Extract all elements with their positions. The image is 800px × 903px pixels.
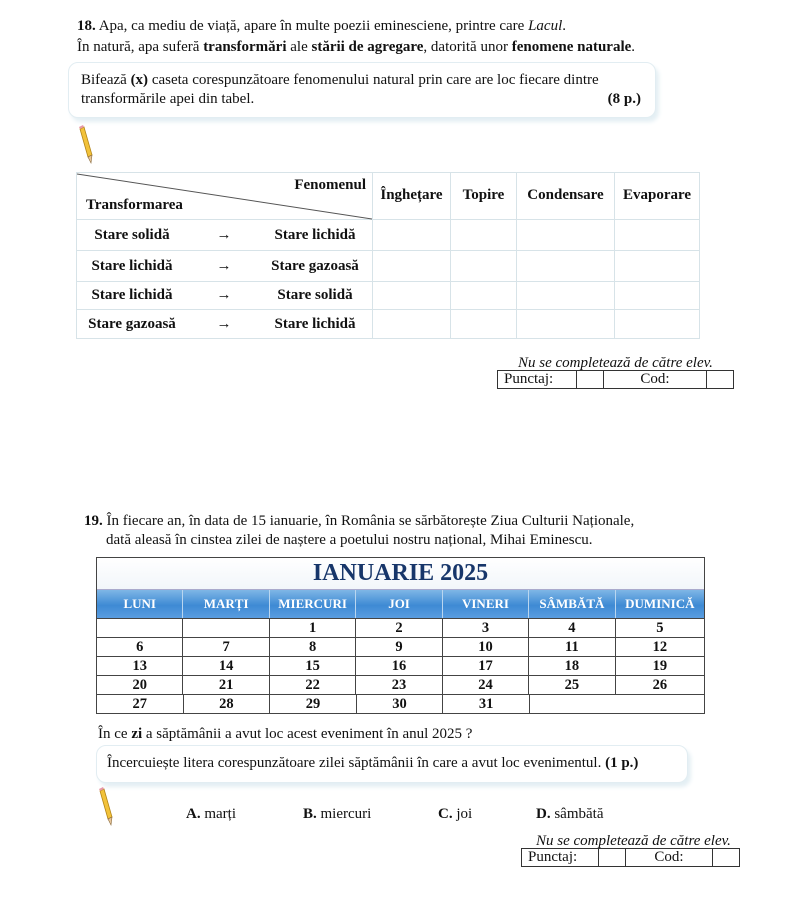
option-c[interactable] <box>438 804 472 824</box>
code-label: Cod: <box>626 849 713 867</box>
checkbox-cell-condensation[interactable] <box>517 251 615 282</box>
transformation-cell <box>77 251 373 282</box>
checkbox-cell-evaporation[interactable] <box>615 282 700 310</box>
corner-transformation-label: Transformarea <box>86 197 183 213</box>
option-text: sâmbătă <box>554 806 604 822</box>
transformation-cell <box>77 282 373 310</box>
score-label: Punctaj: <box>498 371 577 389</box>
calendar-day: 14 <box>183 657 269 675</box>
calendar-day: 19 <box>652 658 668 674</box>
q19-instruction-box <box>96 745 688 783</box>
option-letter: C. <box>438 806 453 822</box>
calendar-day: 18 <box>529 657 615 675</box>
col-header-evaporation: Evaporare <box>615 173 700 220</box>
corner-phenomenon-label: Fenomenul <box>294 177 366 193</box>
row-to: Stare lichidă <box>274 226 356 243</box>
q18-score-box <box>497 370 734 389</box>
calendar-day-empty <box>530 695 704 713</box>
checkbox-cell-evaporation[interactable] <box>615 220 700 251</box>
weekday-monday: LUNI <box>97 590 183 618</box>
row-from: Stare solidă <box>94 226 170 243</box>
calendar-day <box>97 619 183 637</box>
row-from: Stare gazoasă <box>88 315 176 332</box>
q18-line1-end: . <box>562 18 566 34</box>
q18-instr-c: caseta corespunzătoare fenomenului natural prin care are loc fiecare dintre <box>148 72 599 88</box>
calendar-day: 30 <box>357 695 444 713</box>
q19-number: 19. <box>84 513 103 529</box>
q18-instruction-line1 <box>81 70 599 90</box>
q19-intro-line1 <box>84 511 634 531</box>
calendar-day: 4 <box>529 619 615 637</box>
checkbox-cell-freezing[interactable] <box>373 310 451 339</box>
calendar-day: 24 <box>443 676 529 694</box>
pencil-icon <box>78 125 94 165</box>
weekday-wednesday: MIERCURI <box>270 590 356 618</box>
checkbox-cell-melting[interactable] <box>451 310 517 339</box>
checkbox-cell-evaporation[interactable] <box>615 310 700 339</box>
checkbox-cell-melting[interactable] <box>451 282 517 310</box>
q18-instruction-box <box>68 62 656 118</box>
checkbox-cell-melting[interactable] <box>451 251 517 282</box>
score-label: Punctaj: <box>522 849 599 867</box>
calendar-day: 8 <box>270 638 356 656</box>
q18-instr-a: Bifează <box>81 72 131 88</box>
calendar-day: 27 <box>97 695 184 713</box>
row-to: Stare lichidă <box>274 315 356 332</box>
arrow-icon: → <box>216 315 232 332</box>
calendar-day: 21 <box>183 676 269 694</box>
calendar-day: 28 <box>184 695 271 713</box>
calendar-day: 1 <box>270 619 356 637</box>
checkbox-cell-condensation[interactable] <box>517 310 615 339</box>
calendar-day: 23 <box>356 676 442 694</box>
calendar-day: 7 <box>183 638 269 656</box>
q19-score-box <box>521 848 740 867</box>
row-from: Stare lichidă <box>91 257 173 274</box>
option-letter: D. <box>536 806 551 822</box>
q18-line1-text: Apa, ca mediu de viață, apare în multe poezii eminesciene, printre care <box>98 18 529 34</box>
calendar-day: 15 <box>270 657 356 675</box>
calendar-week <box>97 675 704 694</box>
calendar-day: 6 <box>97 638 183 656</box>
q18-table-corner <box>77 173 373 220</box>
q18-intro-line2 <box>77 37 635 57</box>
option-d[interactable] <box>536 804 604 824</box>
code-label: Cod: <box>604 371 707 389</box>
q19-q-a: În ce <box>98 726 132 742</box>
calendar-day: 16 <box>356 657 442 675</box>
q18-l2d: stării de agregare <box>311 39 424 55</box>
q19-line1-text: În fiecare an, în data de 15 ianuarie, în România se sărbătorește Ziua Culturii Naționale, <box>106 513 635 529</box>
score-field[interactable] <box>577 371 604 389</box>
weekday-friday: VINERI <box>443 590 529 618</box>
calendar-week <box>97 637 704 656</box>
table-row <box>77 282 700 310</box>
calendar-day: 13 <box>97 657 183 675</box>
checkbox-cell-melting[interactable] <box>451 220 517 251</box>
score-field[interactable] <box>599 849 626 867</box>
code-field[interactable] <box>713 849 740 867</box>
row-to: Stare gazoasă <box>271 257 359 274</box>
calendar-day: 31 <box>443 695 530 713</box>
table-row <box>77 310 700 339</box>
weekday-sunday: DUMINICĂ <box>625 596 695 611</box>
code-field[interactable] <box>707 371 734 389</box>
q18-number: 18. <box>77 18 96 34</box>
option-letter: B. <box>303 806 317 822</box>
option-letter: A. <box>186 806 201 822</box>
calendar-day <box>183 619 269 637</box>
checkbox-cell-freezing[interactable] <box>373 220 451 251</box>
table-row <box>77 220 700 251</box>
q18-poem-title: Lacul <box>528 18 563 34</box>
option-a[interactable] <box>186 804 236 824</box>
calendar-day: 12 <box>652 639 668 655</box>
calendar-day: 26 <box>652 677 668 693</box>
calendar-day: 29 <box>270 695 357 713</box>
calendar-week <box>97 618 704 637</box>
calendar-day: 3 <box>443 619 529 637</box>
col-header-freezing: Înghețare <box>373 173 451 220</box>
q19-intro-line2: dată aleasă în cinstea zilei de naștere a poetului nostru național, Mihai Eminescu. <box>106 532 593 548</box>
checkbox-cell-freezing[interactable] <box>373 251 451 282</box>
calendar-day: 11 <box>529 638 615 656</box>
calendar-day: 20 <box>97 676 183 694</box>
col-header-condensation: Condensare <box>517 173 615 220</box>
q19-question <box>98 724 472 744</box>
q18-instr-b: (x) <box>130 72 149 88</box>
q18-points: (8 p.) <box>607 91 641 107</box>
row-to: Stare solidă <box>277 287 353 303</box>
calendar-day: 10 <box>443 638 529 656</box>
pencil-icon <box>98 787 114 827</box>
option-text: marți <box>204 806 236 822</box>
q18-l2a: În natură, apa suferă <box>77 39 204 55</box>
calendar-weekday-header <box>97 590 704 618</box>
row-from: Stare lichidă <box>91 287 173 303</box>
calendar-day: 2 <box>356 619 442 637</box>
calendar-day: 25 <box>529 676 615 694</box>
q18-l2f: fenomene naturale <box>511 39 632 55</box>
arrow-icon: → <box>216 257 232 274</box>
q19-q-c: a săptămânii a avut loc acest eveniment în anul 2025 ? <box>142 726 473 742</box>
q19-q-b: zi <box>131 726 143 742</box>
q19-instruction <box>107 753 638 773</box>
q18-l2b: transformări <box>203 39 287 55</box>
q18-evaluator-note: Nu se completează de către elev. <box>518 355 713 371</box>
checkbox-cell-freezing[interactable] <box>373 282 451 310</box>
calendar-week <box>97 694 704 713</box>
arrow-icon: → <box>216 226 232 243</box>
weekday-tuesday: MARȚI <box>183 590 269 618</box>
calendar-day: 22 <box>270 676 356 694</box>
option-text: joi <box>456 806 473 822</box>
q18-table <box>76 172 700 339</box>
q19-evaluator-note: Nu se completează de către elev. <box>536 833 731 849</box>
q18-l2e: , datorită unor <box>423 39 512 55</box>
q18-intro-line1 <box>77 16 566 36</box>
q19-instr-text: Încercuiește litera corespunzătoare zilei săptămânii în care a avut loc evenimentul. <box>107 755 602 771</box>
transformation-cell <box>77 220 373 251</box>
q18-l2g: . <box>631 39 636 55</box>
transformation-cell <box>77 310 373 339</box>
option-text: miercuri <box>320 806 372 822</box>
calendar-day: 5 <box>656 620 664 636</box>
q18-l2c: ale <box>286 39 312 55</box>
table-row <box>77 251 700 282</box>
q18-instruction-line2: transformările apei din tabel. <box>81 91 255 107</box>
checkbox-cell-condensation[interactable] <box>517 220 615 251</box>
calendar-title: IANUARIE 2025 <box>97 558 704 590</box>
checkbox-cell-evaporation[interactable] <box>615 251 700 282</box>
calendar <box>96 557 705 714</box>
calendar-day: 9 <box>356 638 442 656</box>
calendar-day: 17 <box>443 657 529 675</box>
arrow-icon: → <box>216 287 232 303</box>
col-header-melting: Topire <box>451 173 517 220</box>
weekday-saturday: SÂMBĂTĂ <box>529 590 615 618</box>
q19-points: (1 p.) <box>605 755 639 771</box>
checkbox-cell-condensation[interactable] <box>517 282 615 310</box>
option-b[interactable] <box>303 804 371 824</box>
weekday-thursday: JOI <box>356 590 442 618</box>
calendar-week <box>97 656 704 675</box>
